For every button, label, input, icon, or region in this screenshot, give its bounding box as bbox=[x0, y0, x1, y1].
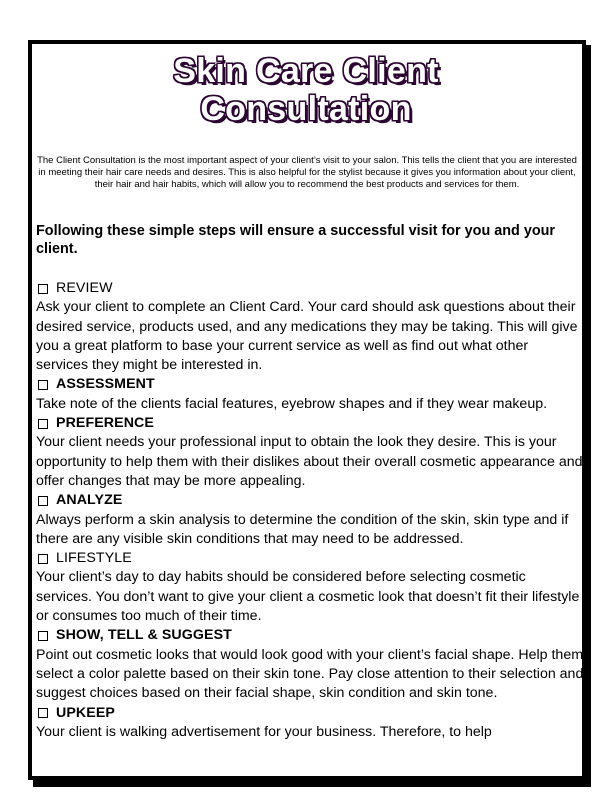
page-title bbox=[0, 52, 612, 128]
step-body: Point out cosmetic looks that would look good with your client’s facial shape. Help them select a color palette based on their skin tone. Pay close attention to their selection and suggest choices based on their facial shape, skin condition and skin tone. bbox=[36, 646, 584, 702]
step-heading: PREFERENCE bbox=[56, 415, 154, 432]
checkbox-icon bbox=[38, 419, 48, 429]
steps-list bbox=[36, 279, 584, 742]
step-body: Always perform a skin analysis to determine the condition of the skin, skin type and if there are any visible skin conditions that may need to be addressed. bbox=[36, 511, 569, 547]
step-heading: LIFESTYLE bbox=[56, 550, 132, 567]
checkbox-icon bbox=[38, 554, 48, 564]
checkbox-icon bbox=[38, 708, 48, 718]
step-heading: ANALYZE bbox=[56, 492, 123, 509]
step-heading: UPKEEP bbox=[56, 704, 115, 721]
step-lifestyle bbox=[36, 549, 584, 626]
step-preference bbox=[36, 414, 584, 491]
step-assessment bbox=[36, 375, 584, 414]
title-line-1: Skin Care Client bbox=[173, 52, 439, 90]
step-show-tell-suggest bbox=[36, 626, 584, 703]
intro-paragraph: The Client Consultation is the most important aspect of your client’s visit to your salon. This tells the client that you are interested in meeting their hair care needs and desires. This is also helpful for the stylist because it gives you information about your client, their hair and hair habits, which will allow you to recommend the best products and services for them. bbox=[37, 155, 577, 190]
step-heading: SHOW, TELL & SUGGEST bbox=[56, 627, 232, 644]
checkbox-icon bbox=[38, 284, 48, 294]
step-body: Take note of the clients facial features, eyebrow shapes and if they wear makeup. bbox=[36, 395, 548, 412]
step-upkeep bbox=[36, 704, 584, 743]
step-body: Ask your client to complete an Client Card. Your card should ask questions about their desired service, products used, and any medications they may be taking. This will give you a great platform to base your current service as well as find out what other services they might be interested in. bbox=[36, 299, 578, 374]
checkbox-icon bbox=[38, 380, 48, 390]
step-review bbox=[36, 279, 584, 375]
step-analyze bbox=[36, 491, 584, 549]
step-heading: ASSESSMENT bbox=[56, 376, 155, 393]
lead-paragraph: Following these simple steps will ensure a successful visit for you and your client. bbox=[36, 223, 555, 257]
step-body: Your client is walking advertisement for your business. Therefore, to help bbox=[36, 723, 492, 740]
checkbox-icon bbox=[38, 631, 48, 641]
checkbox-icon bbox=[38, 496, 48, 506]
title-line-2: Consultation bbox=[200, 90, 412, 128]
step-heading: REVIEW bbox=[56, 280, 113, 296]
step-body: Your client needs your professional input to obtain the look they desire. This is your opportunity to help them with their dislikes about their overall cosmetic appearance and offer changes that may be more appealing. bbox=[36, 434, 583, 489]
step-body: Your client’s day to day habits should be considered before selecting cosmetic services. You don’t want to give your client a cosmetic look that doesn’t fit their lifestyle or consumes too much of their time. bbox=[36, 569, 580, 625]
